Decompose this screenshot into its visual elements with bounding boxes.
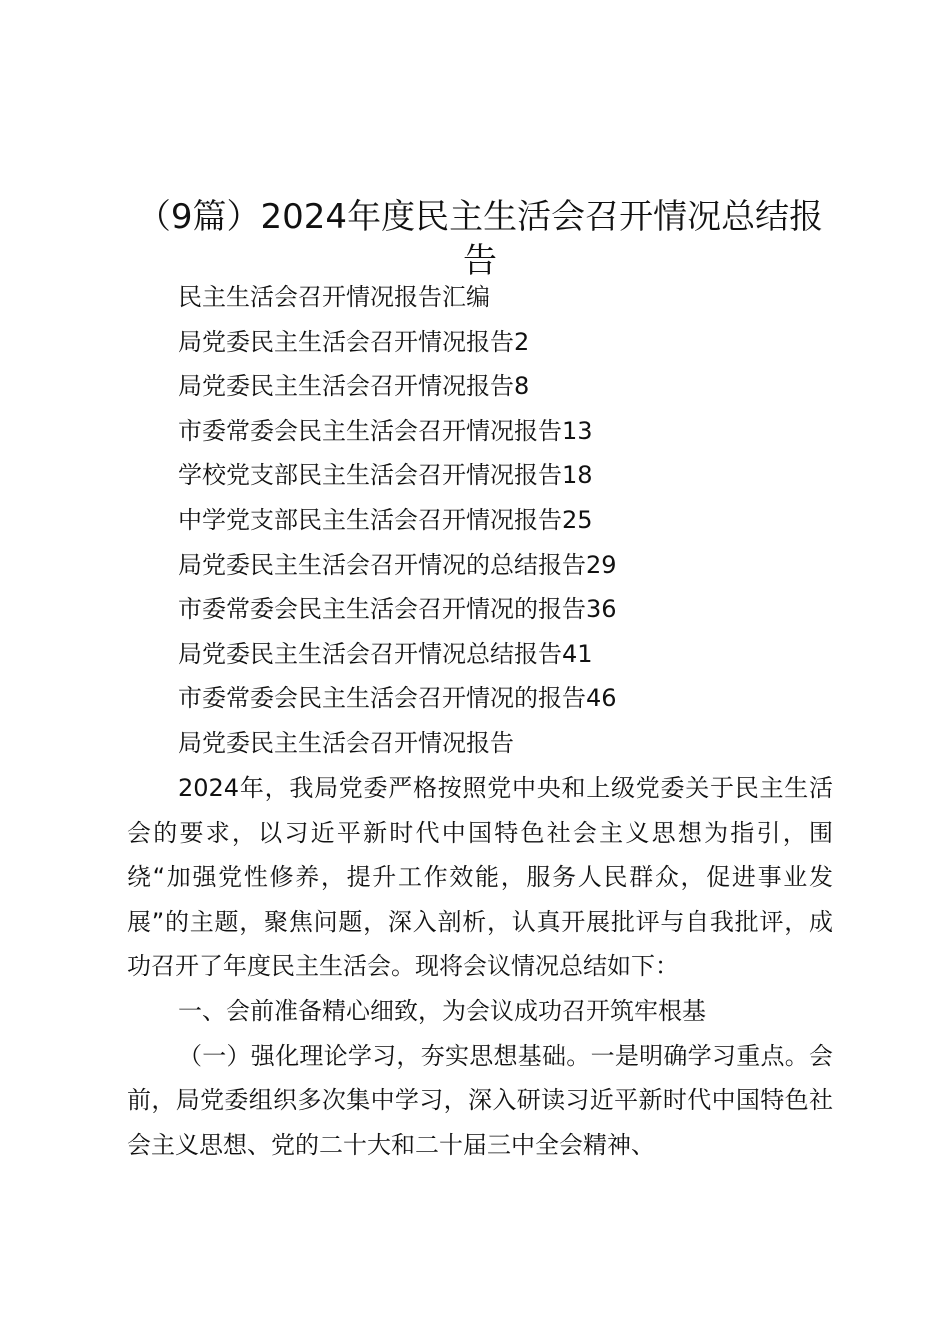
toc-item: 市委常委会民主生活会召开情况的报告46 [178,684,617,713]
table-of-contents [178,275,617,766]
document-title: （9篇）2024年度民主生活会召开情况总结报告 [136,196,824,281]
toc-item: 中学党支部民主生活会召开情况报告25 [178,505,593,534]
section-paragraph: （一）强化理论学习，夯实思想基础。一是明确学习重点。会前，局党委组织多次集中学习，深入研读习近平新时代中国特色社会主义思想、党的二十大和二十届三中全会精神、 [127,1041,833,1159]
toc-item: 市委常委会民主生活会召开情况报告13 [178,416,593,445]
toc-item: 民主生活会召开情况报告汇编 [178,283,490,311]
document-body [127,766,833,1167]
toc-item: 局党委民主生活会召开情况总结报告41 [178,639,593,668]
section-heading: 一、会前准备精心细致，为会议成功召开筑牢根基 [178,996,706,1025]
intro-paragraph: 2024年，我局党委严格按照党中央和上级党委关于民主生活会的要求，以习近平新时代中国特色社会主义思想为指引，围绕“加强党性修养，提升工作效能，服务人民群众，促进事业发展”的主题，聚焦问题，深入剖析，认真开展批评与自我批评，成功召开了年度民主生活会。现将会议情况总结如下： [127,774,833,981]
toc-item: 局党委民主生活会召开情况报告 [178,728,514,757]
toc-item: 局党委民主生活会召开情况报告2 [178,327,530,356]
toc-item: 局党委民主生活会召开情况报告8 [178,372,530,401]
toc-item: 市委常委会民主生活会召开情况的报告36 [178,595,617,624]
toc-item: 局党委民主生活会召开情况的总结报告29 [178,550,617,579]
toc-item: 学校党支部民主生活会召开情况报告18 [178,461,593,490]
